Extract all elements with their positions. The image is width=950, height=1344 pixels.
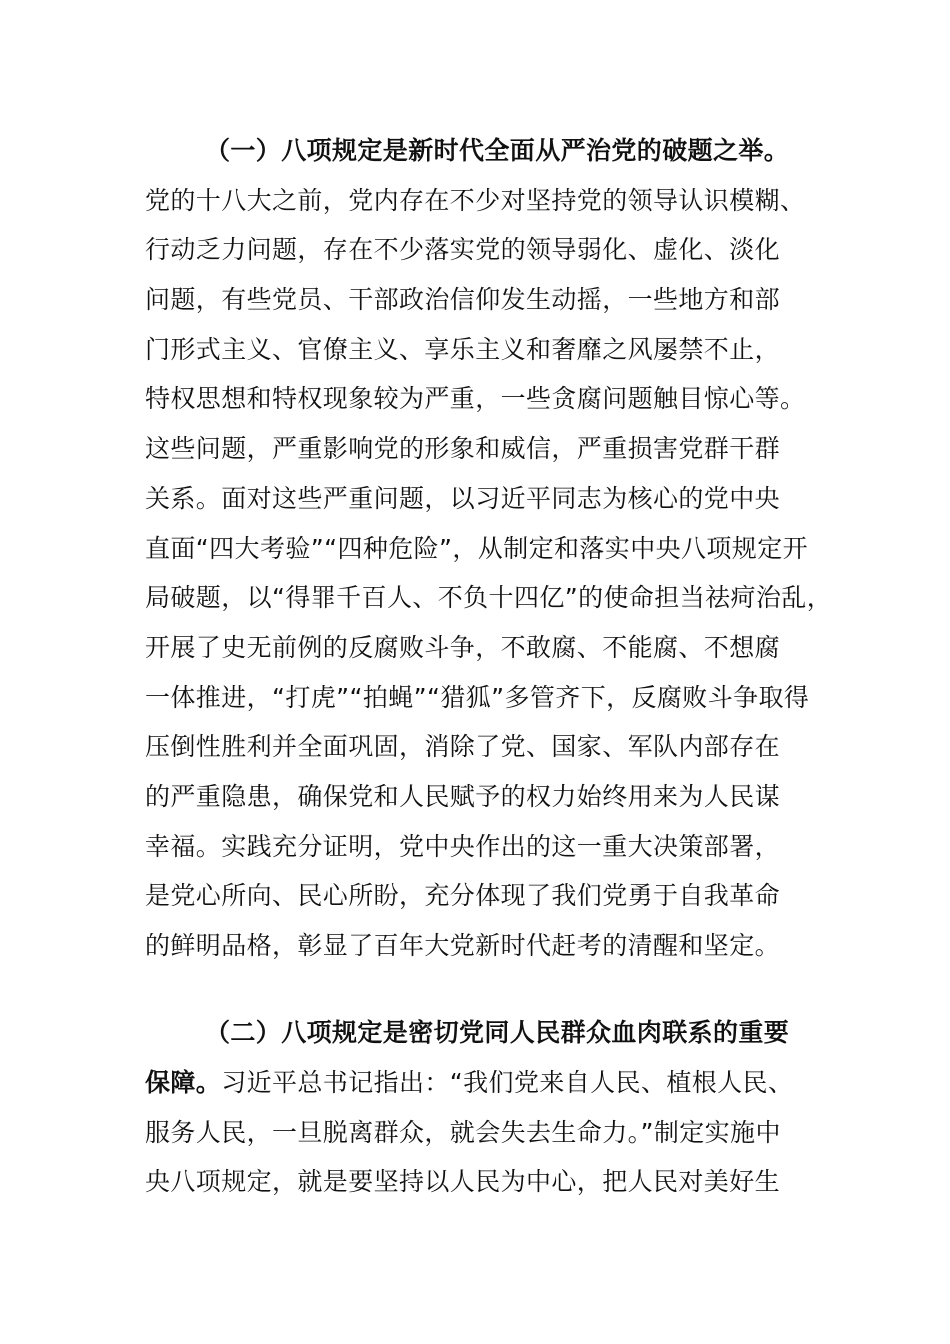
section-1-line-13: 的严重隐患，确保党和人民赋予的权力始终用来为人民谋 (145, 782, 781, 811)
section-2-heading-continuation: 保障。 (145, 1068, 222, 1097)
section-1-line-12: 压倒性胜利并全面巩固，消除了党、国家、军队内部存在 (145, 732, 781, 761)
section-2-line-1 (145, 1068, 793, 1098)
section-2-line-2: 服务人民，一旦脱离群众，就会失去生命力。”制定实施中 (145, 1118, 781, 1147)
section-1-heading: （一）八项规定是新时代全面从严治党的破题之举。 (205, 136, 790, 165)
section-2-line-1-text: 习近平总书记指出：“我们党来自人民、植根人民、 (221, 1068, 794, 1097)
section-1-line-6: 这些问题，严重影响党的形象和威信，严重损害党群干群 (145, 434, 781, 463)
section-1-line-9: 局破题，以“得罪千百人、不负十四亿”的使命担当祛疴治乱， (145, 583, 833, 612)
section-1-line-10: 开展了史无前例的反腐败斗争，不敢腐、不能腐、不想腐 (145, 633, 781, 662)
section-1-line-8: 直面“四大考验”“四种危险”，从制定和落实中央八项规定开 (145, 534, 809, 563)
section-1-line-5: 特权思想和特权现象较为严重，一些贪腐问题触目惊心等。 (145, 384, 806, 413)
section-1-line-1: 党的十八大之前，党内存在不少对坚持党的领导认识模糊、 (145, 186, 806, 215)
section-1-line-15: 是党心所向、民心所盼，充分体现了我们党勇于自我革命 (145, 881, 781, 910)
section-2-line-3: 央八项规定，就是要坚持以人民为中心，把人民对美好生 (145, 1167, 781, 1196)
section-1-line-2: 行动乏力问题，存在不少落实党的领导弱化、虚化、淡化 (145, 235, 781, 264)
section-1-line-16: 的鲜明品格，彰显了百年大党新时代赶考的清醒和坚定。 (145, 931, 781, 960)
section-1-line-11: 一体推进，“打虎”“拍蝇”“猎狐”多管齐下，反腐败斗争取得 (145, 683, 810, 712)
section-1-line-14: 幸福。实践充分证明，党中央作出的这一重大决策部署， (145, 832, 781, 861)
section-1-line-7: 关系。面对这些严重问题，以习近平同志为核心的党中央 (145, 484, 781, 513)
section-1-line-3: 问题，有些党员、干部政治信仰发生动摇，一些地方和部 (145, 285, 781, 314)
section-1-line-4: 门形式主义、官僚主义、享乐主义和奢靡之风屡禁不止， (145, 335, 781, 364)
section-2-heading: （二）八项规定是密切党同人民群众血肉联系的重要 (205, 1018, 790, 1047)
